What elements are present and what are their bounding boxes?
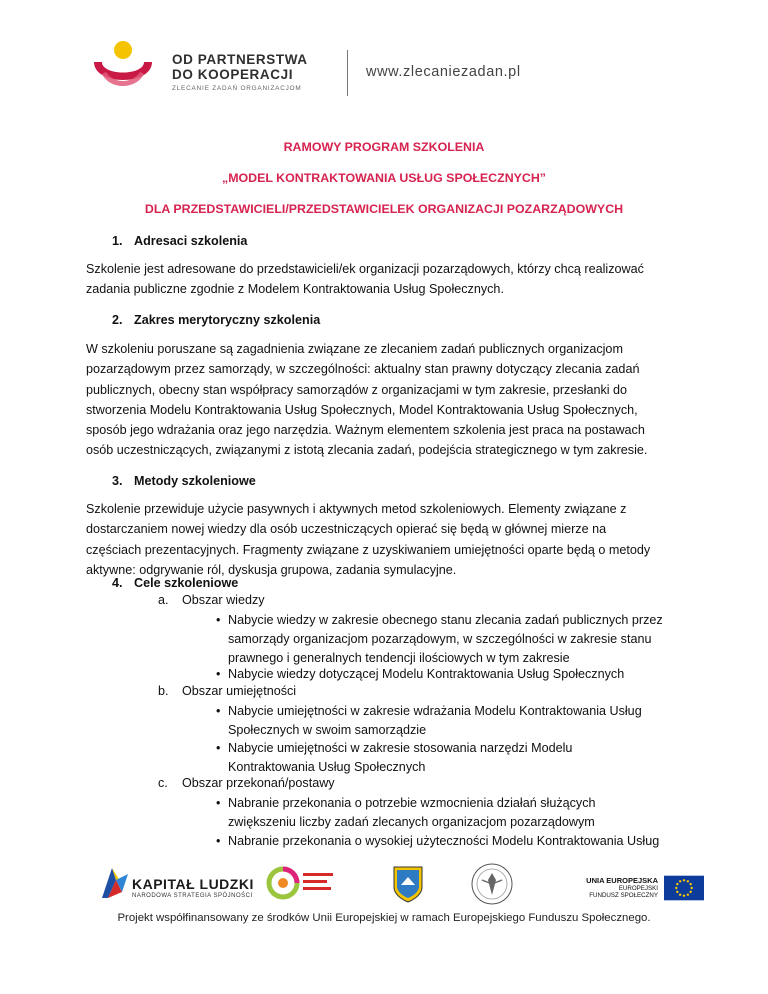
- eu-line-2: EUROPEJSKI: [618, 885, 658, 892]
- text-line: sposób jego wdrażania oraz jego narzędzia. Ważnym elementem szkolenia jest praca na postawach: [86, 423, 645, 438]
- text-line: Nabycie umiejętności w zakresie wdrażania Modelu Kontraktowania Usług: [228, 704, 642, 718]
- goal-bullet: [216, 611, 686, 668]
- goal-bullet: [216, 832, 686, 851]
- goal-letter: a.: [158, 593, 169, 607]
- header-divider: [347, 50, 348, 96]
- logo-subtitle: ZLECANIE ZADAŃ ORGANIZACJOM: [172, 85, 302, 92]
- text-line: Kontraktowania Usług Społecznych: [228, 760, 426, 774]
- goal-label: Obszar wiedzy: [182, 593, 265, 607]
- section-heading-2: [112, 313, 320, 327]
- text-line: Szkolenie jest adresowane do przedstawicieli/ek organizacji pozarządowych, którzy chcą realizować: [86, 262, 644, 276]
- text-line: osób uczestniczących, związanymi z istotą zlecania zadań, podejścia strategicznego w tym zakresie.: [86, 443, 648, 458]
- kapital-ludzki-title: KAPITAŁ LUDZKI: [132, 876, 254, 892]
- ministry-seal-icon: [470, 862, 514, 906]
- section-number: 3.: [112, 474, 123, 488]
- logo-line-1: OD PARTNERSTWA: [172, 52, 308, 67]
- text-line: aktywne: odgrywanie ról, dyskusja grupowa, zadania symulacyjne.: [86, 562, 457, 577]
- text-line: Szkolenie przewiduje użycie pasywnych i aktywnych metod szkoleniowych. Elementy związane z: [86, 502, 627, 516]
- text-line: publicznych, obecny stan współpracy samorządów z organizacjami w tym zakresie, przesłanki do: [86, 382, 628, 397]
- eu-line-3: FUNDUSZ SPOŁECZNY: [589, 892, 658, 899]
- kapital-ludzki-logo-icon: [100, 864, 130, 900]
- doc-title-1: RAMOWY PROGRAM SZKOLENIA: [283, 140, 485, 154]
- text-line: zwiększeniu liczby zadań zlecanych organizacjom pozarządowym: [228, 815, 595, 829]
- section-paragraph-2: [86, 339, 686, 461]
- text-line: stworzenia Modelu Kontraktowania Usług Społecznych, Model Kontraktowania Usług Społecznych,: [86, 402, 638, 417]
- goal-letter: b.: [158, 684, 169, 698]
- bullet-dot: •: [216, 704, 221, 718]
- cofinancing-note: Projekt współfinansowany ze środków Unii Europejskiej w ramach Europejskiego Funduszu Społecznego.: [117, 912, 651, 924]
- cop-logo-icon: [263, 863, 337, 903]
- section-title: Metody szkoleniowe: [134, 474, 256, 488]
- eu-line-1: UNIA EUROPEJSKA: [586, 876, 658, 885]
- eu-fund-text: [570, 876, 658, 899]
- text-line: Nabycie umiejętności w zakresie stosowania narzędzi Modelu: [228, 741, 573, 755]
- text-line: częściach prezentacyjnych. Fragmenty związane z uzyskiwaniem umiejętności oparte będą o metody: [86, 542, 651, 557]
- text-line: dostarczaniem nowej wiedzy dla osób uczestniczących opierać się będą w głównej mierze na: [86, 522, 607, 537]
- goal-letter: c.: [158, 776, 168, 790]
- section-title: Adresaci szkolenia: [134, 234, 248, 248]
- text-line: Nabranie przekonania o wysokiej użyteczności Modelu Kontraktowania Usług: [228, 834, 660, 848]
- text-line: prawnego i generalnych tendencji ilościowych w tym zakresie: [228, 651, 570, 665]
- goal-label: Obszar przekonań/postawy: [182, 776, 335, 790]
- goal-bullet: [216, 739, 686, 777]
- text-line: zadania publiczne zgodnie z Modelem Kontraktowania Usług Społecznych.: [86, 282, 504, 297]
- text-line: Nabycie wiedzy dotyczącej Modelu Kontraktowania Usług Społecznych: [228, 667, 625, 681]
- text-line: W szkoleniu poruszane są zagadnienia związane ze zlecaniem zadań publicznych organizacjom: [86, 342, 623, 356]
- goal-area-c: [158, 776, 335, 790]
- kapital-ludzki-subtitle: NARODOWA STRATEGIA SPÓJNOŚCI: [132, 893, 253, 899]
- partnership-logo-icon: [88, 40, 158, 96]
- site-url: www.zlecaniezadan.pl: [366, 64, 521, 80]
- goal-bullet: [216, 702, 686, 740]
- bullet-dot: •: [216, 741, 221, 755]
- goal-bullet: [216, 665, 686, 684]
- goal-label: Obszar umiejętności: [182, 684, 297, 698]
- section-number: 4.: [112, 576, 123, 590]
- section-title: Cele szkoleniowe: [134, 576, 239, 590]
- bullet-dot: •: [216, 667, 221, 681]
- logo-wordmark: [172, 52, 308, 92]
- doc-title-3: DLA PRZEDSTAWICIELI/PRZEDSTAWICIELEK ORGANIZACJI POZARZĄDOWYCH: [144, 202, 624, 216]
- text-line: samorządy organizacjom pozarządowym, w szczególności w zakresie stanu: [228, 632, 652, 646]
- goal-area-b: [158, 684, 296, 698]
- section-heading-1: [112, 234, 247, 248]
- text-line: pozarządowym przez samorządy, w szczególności: aktualny stan prawny dotyczący zlecania zadań: [86, 362, 640, 377]
- bullet-dot: •: [216, 796, 221, 810]
- section-paragraph-1: [86, 259, 686, 300]
- text-line: Nabranie przekonania o potrzebie wzmocnienia działań służących: [228, 796, 596, 810]
- section-heading-4: [112, 576, 238, 590]
- eu-flag-icon: [664, 874, 704, 902]
- bullet-dot: •: [216, 834, 221, 848]
- section-number: 2.: [112, 313, 123, 327]
- section-paragraph-3: [86, 499, 686, 580]
- section-heading-3: [112, 474, 256, 488]
- goal-area-a: [158, 593, 265, 607]
- goal-bullet: [216, 794, 686, 832]
- bullet-dot: •: [216, 613, 221, 627]
- section-number: 1.: [112, 234, 123, 248]
- logo-line-2: DO KOOPERACJI: [172, 67, 294, 82]
- text-line: Społecznych w swoim samorządzie: [228, 723, 427, 737]
- regional-crest-icon: [392, 865, 424, 903]
- doc-title-2: „MODEL KONTRAKTOWANIA USŁUG SPOŁECZNYCH”: [222, 171, 546, 185]
- text-line: Nabycie wiedzy w zakresie obecnego stanu zlecania zadań publicznych przez: [228, 613, 663, 627]
- section-title: Zakres merytoryczny szkolenia: [134, 313, 321, 327]
